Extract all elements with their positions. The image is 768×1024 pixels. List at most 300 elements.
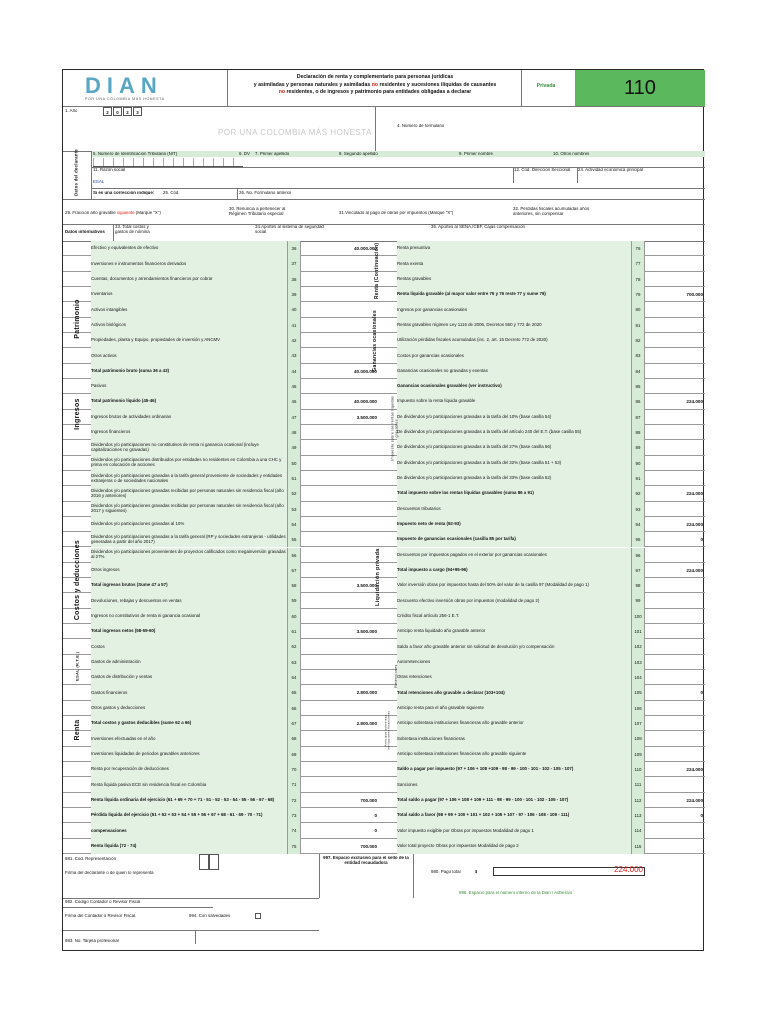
right-value-101[interactable] xyxy=(645,624,705,639)
right-row-79 xyxy=(373,287,705,302)
left-row-66 xyxy=(63,701,385,716)
left-num-70: 70 xyxy=(287,762,301,777)
left-num-37: 37 xyxy=(287,256,301,271)
left-value-57[interactable] xyxy=(301,563,379,578)
right-row-76 xyxy=(373,241,705,256)
right-label-84: Ganancias ocasionales no gravadas y exentas xyxy=(397,364,631,379)
f31-label: 31.Vinculado al pago de obras por impuestos (Marque "X") xyxy=(339,211,454,215)
right-num-102: 102 xyxy=(631,639,645,654)
left-value-41[interactable] xyxy=(301,318,379,333)
section-costos: Costos y deducciones xyxy=(73,539,81,621)
right-num-115: 115 xyxy=(631,839,645,854)
left-row-38 xyxy=(63,272,385,287)
right-value-111[interactable] xyxy=(645,777,705,792)
right-row-114 xyxy=(373,823,705,838)
left-value-37[interactable] xyxy=(301,256,379,271)
left-num-58: 58 xyxy=(287,578,301,593)
right-row-104 xyxy=(373,670,705,685)
right-label-100: Crédito fiscal artículo 256-1 E.T. xyxy=(397,609,631,624)
left-label-66: Otros gastos y deducciones xyxy=(91,701,287,716)
left-label-51: Dividendos y/o participaciones gravadas a la tarifa general proveniente de sociedades y entidades extranjeras o de sociedades nacionales xyxy=(91,471,287,486)
left-row-73 xyxy=(63,808,385,823)
section-liquidacion: Liquidación privada xyxy=(374,548,381,606)
nombre1-label: 9. Primer nombre xyxy=(459,152,493,156)
right-num-96: 96 xyxy=(631,548,645,563)
left-value-69[interactable] xyxy=(301,747,379,762)
right-num-110: 110 xyxy=(631,762,645,777)
left-value-74[interactable]: 0 xyxy=(374,828,377,834)
left-label-42: Propiedades, planta y Equipo, propiedades de inversión y ANCMV xyxy=(91,333,287,348)
right-value-109[interactable] xyxy=(645,747,705,762)
right-num-92: 92 xyxy=(631,486,645,501)
left-num-56: 56 xyxy=(287,548,301,563)
left-label-54: Dividendos y/o participaciones gravadas al 10% xyxy=(91,517,287,532)
left-value-71[interactable] xyxy=(301,777,379,792)
left-row-52 xyxy=(63,486,385,501)
left-value-48[interactable] xyxy=(301,425,379,440)
left-value-50[interactable] xyxy=(301,456,379,471)
left-row-64 xyxy=(63,670,385,685)
actividad-label: 24. Actividad económica principal xyxy=(578,168,643,172)
left-label-39: Inventarios xyxy=(91,287,287,302)
left-value-54[interactable] xyxy=(301,517,379,532)
right-label-92: Total impuesto sobre las rentas líquidas gravables (suma 86 a 91) xyxy=(397,486,631,501)
left-label-41: Activos biológicos xyxy=(91,318,287,333)
section-retenciones: Retenciones xyxy=(393,664,398,688)
logo-subtitle: POR UNA COLOMBIA MÁS HONESTA xyxy=(85,97,165,101)
right-label-113: Total saldo a favor (98 + 99 + 100 + 101 + 102 + 105 + 107 - 97 - 106 - 108 - 109 - 111) xyxy=(397,808,631,823)
left-value-46[interactable]: 40.000.000 xyxy=(354,399,377,405)
right-num-89: 89 xyxy=(631,440,645,455)
right-label-93: Descuentos tributarios xyxy=(397,502,631,517)
apellido2-label: 8. Segundo apellido xyxy=(339,152,378,156)
left-row-36 xyxy=(63,241,385,256)
right-row-99 xyxy=(373,593,705,608)
left-value-56[interactable] xyxy=(301,548,379,563)
right-row-109 xyxy=(373,747,705,762)
right-value-96[interactable] xyxy=(645,548,705,563)
right-value-99[interactable] xyxy=(645,593,705,608)
f981-label: 981. Cód. Representación xyxy=(65,857,117,861)
right-value-115[interactable] xyxy=(645,839,705,854)
right-row-96 xyxy=(373,548,705,563)
right-label-85: Ganancias ocasionales gravables (ver instructivo) xyxy=(397,379,631,394)
left-value-72[interactable]: 700.000 xyxy=(360,797,377,803)
right-num-76: 76 xyxy=(631,241,645,256)
left-value-49[interactable] xyxy=(301,440,379,455)
right-label-88: De dividendos y/o participaciones gravadas a la tarifa del artículo 240 del E.T. (base casilla 55) xyxy=(397,425,631,440)
f32-label: 32. Pérdidas fiscales acumuladas años anteriores, sin compensar xyxy=(513,207,590,216)
razon-social-label: 11. Razón social xyxy=(93,168,126,172)
left-num-66: 66 xyxy=(287,701,301,716)
left-value-63[interactable] xyxy=(301,655,379,670)
left-label-74: compensaciones xyxy=(91,823,287,838)
right-num-77: 77 xyxy=(631,256,645,271)
title-line-3: no residentes, o de ingresos y patrimonio para entidades obligadas a declarar xyxy=(278,89,472,96)
right-label-103: Autorretenciones xyxy=(397,655,631,670)
left-value-55[interactable] xyxy=(301,532,379,547)
left-num-44: 44 xyxy=(287,364,301,379)
right-value-103[interactable] xyxy=(645,655,705,670)
left-label-46: Total patrimonio líquido (45-46) xyxy=(91,394,287,409)
left-num-40: 40 xyxy=(287,302,301,317)
right-label-94: Impuesto neto de renta (92-93) xyxy=(397,517,631,532)
left-value-64[interactable] xyxy=(301,670,379,685)
right-row-107 xyxy=(373,716,705,731)
left-num-65: 65 xyxy=(287,685,301,700)
left-label-64: Gastos de distribución y ventas xyxy=(91,670,287,685)
left-label-44: Total patrimonio bruto (suma 36 a 43) xyxy=(91,364,287,379)
right-label-79: Renta líquida gravable (al mayor valor entre 75 y 76 reste 77 y sume 78) xyxy=(397,287,631,302)
left-row-74 xyxy=(63,823,385,838)
right-num-95: 95 xyxy=(631,532,645,547)
right-row-94 xyxy=(373,517,705,532)
left-value-60[interactable] xyxy=(301,609,379,624)
left-row-59 xyxy=(63,593,385,608)
f29-label: 29. Fracción año gravable siguiente (Marque "X") xyxy=(65,211,161,215)
year-digit-4: 3 xyxy=(133,107,142,116)
right-value-106[interactable] xyxy=(645,701,705,716)
right-row-106 xyxy=(373,701,705,716)
right-row-103 xyxy=(373,655,705,670)
left-label-50: Dividendos y/o participaciones distribuidos por entidades no residentes en Colombia a una CHC y prima en colocación de acciones xyxy=(91,456,287,471)
right-num-88: 88 xyxy=(631,425,645,440)
right-label-87: De dividendos y/o participaciones gravadas a la tarifa del 10% (base casilla 54) xyxy=(397,410,631,425)
left-value-59[interactable] xyxy=(301,593,379,608)
right-value-89[interactable] xyxy=(645,440,705,455)
right-num-108: 108 xyxy=(631,731,645,746)
left-row-51 xyxy=(63,471,385,486)
left-value-44[interactable]: 40.000.000 xyxy=(354,368,377,374)
left-row-58 xyxy=(63,578,385,593)
year-digit-3: 2 xyxy=(123,107,132,116)
left-value-62[interactable] xyxy=(301,639,379,654)
left-row-69 xyxy=(63,747,385,762)
left-value-52[interactable] xyxy=(301,486,379,501)
right-row-83 xyxy=(373,348,705,363)
right-row-115 xyxy=(373,839,705,854)
left-value-66[interactable] xyxy=(301,701,379,716)
right-value-81[interactable] xyxy=(645,318,705,333)
seccional-label: 12. Cód. Dirección Seccional xyxy=(514,168,571,172)
left-num-74: 74 xyxy=(287,823,301,838)
right-value-92[interactable]: 224.000 xyxy=(686,491,703,497)
left-num-49: 49 xyxy=(287,440,301,455)
right-label-115: Valor total proyecto Obras por impuestos Modalidad de pago 2 xyxy=(397,839,631,854)
left-row-44 xyxy=(63,364,385,379)
right-num-79: 79 xyxy=(631,287,645,302)
right-row-95 xyxy=(373,532,705,547)
privada-label: Privada xyxy=(536,83,556,89)
right-value-77[interactable] xyxy=(645,256,705,271)
section-patrimonio: Patrimonio xyxy=(73,299,81,339)
left-row-55 xyxy=(63,532,385,547)
right-num-107: 107 xyxy=(631,716,645,731)
logo-text: DIAN xyxy=(85,73,163,98)
year-digit-2: 0 xyxy=(113,107,122,116)
right-num-78: 78 xyxy=(631,272,645,287)
right-value-105[interactable]: 0 xyxy=(700,690,703,696)
right-num-85: 85 xyxy=(631,379,645,394)
right-value-91[interactable] xyxy=(645,471,705,486)
right-label-112: Total saldo a pagar (97 + 106 + 108 + 109 + 111 - 98 - 99 - 100 - 101 - 102 - 105 - 107) xyxy=(397,793,631,808)
left-value-58[interactable]: 3.500.000 xyxy=(356,583,377,589)
right-row-92 xyxy=(373,486,705,501)
left-num-39: 39 xyxy=(287,287,301,302)
right-label-97: Total impuesto a cargo (94+95-96) xyxy=(397,563,631,578)
left-value-43[interactable] xyxy=(301,348,379,363)
left-row-70 xyxy=(63,762,385,777)
left-value-42[interactable] xyxy=(301,333,379,348)
right-value-83[interactable] xyxy=(645,348,705,363)
left-label-43: Otros activos xyxy=(91,348,287,363)
right-row-113 xyxy=(373,808,705,823)
cod25-label: 25. Cód. xyxy=(163,191,180,195)
left-row-60 xyxy=(63,609,385,624)
right-label-108: Sobretasa instituciones financieras xyxy=(397,731,631,746)
left-value-39[interactable] xyxy=(301,287,379,302)
left-value-40[interactable] xyxy=(301,302,379,317)
left-row-65 xyxy=(63,685,385,700)
left-row-53 xyxy=(63,502,385,517)
right-label-104: Otras retenciones xyxy=(397,670,631,685)
right-label-77: Renta exenta xyxy=(397,256,631,271)
right-label-95: Impuesto de ganancias ocasionales (casilla 85 por tarifa) xyxy=(397,532,631,547)
otros-nombres-label: 10. Otros nombres xyxy=(553,152,590,156)
right-value-98[interactable] xyxy=(645,578,705,593)
f982-label: 982. Código Contador o Revisor Fiscal xyxy=(65,900,141,904)
right-row-81 xyxy=(373,318,705,333)
left-row-50 xyxy=(63,456,385,471)
nit-input[interactable] xyxy=(93,158,243,167)
right-value-86[interactable]: 224.000 xyxy=(686,399,703,405)
datos-informativos-label: Datos informativos xyxy=(65,230,105,234)
left-row-72 xyxy=(63,793,385,808)
form-title xyxy=(229,74,521,97)
right-row-105 xyxy=(373,685,705,700)
right-value-113[interactable]: 0 xyxy=(700,813,703,819)
right-label-91: De dividendos y/o participaciones gravadas a la tarifa del 33% (base casilla 52) xyxy=(397,471,631,486)
right-num-80: 80 xyxy=(631,302,645,317)
right-num-87: 87 xyxy=(631,410,645,425)
left-num-50: 50 xyxy=(287,456,301,471)
right-label-105: Total retenciones año gravable a declarar (103+104) xyxy=(397,685,631,700)
right-label-99: Descuento efectivo inversión obras por impuestos (modalidad de pago 2) xyxy=(397,593,631,608)
right-value-82[interactable] xyxy=(645,333,705,348)
left-value-53[interactable] xyxy=(301,502,379,517)
right-row-101 xyxy=(373,624,705,639)
right-label-78: Rentas gravables xyxy=(397,272,631,287)
left-num-42: 42 xyxy=(287,333,301,348)
left-label-52: Dividendos y/o participaciones gravadas recibidas por personas naturales sin residencia fiscal (año 2016 y anteriores) xyxy=(91,486,287,501)
right-num-105: 105 xyxy=(631,685,645,700)
left-label-65: Gastos financieros xyxy=(91,685,287,700)
f981-box-2[interactable] xyxy=(209,854,219,870)
right-label-82: Utilización pérdidas fiscales acumuladas (inc. 2, art. 15 Decreto 772 de 2020) xyxy=(397,333,631,348)
left-value-67[interactable]: 2.800.000 xyxy=(356,721,377,727)
right-num-84: 84 xyxy=(631,364,645,379)
left-label-75: Renta líquida (72 - 74) xyxy=(91,839,287,854)
apellido1-input[interactable] xyxy=(255,158,337,167)
form-110 xyxy=(62,69,704,951)
right-label-106: Anticipo renta para el año gravable siguiente xyxy=(397,701,631,716)
right-row-87 xyxy=(373,410,705,425)
section-ingresos: Ingresos xyxy=(73,398,81,430)
left-num-38: 38 xyxy=(287,272,301,287)
left-num-62: 62 xyxy=(287,639,301,654)
right-value-114[interactable] xyxy=(645,823,705,838)
right-num-81: 81 xyxy=(631,318,645,333)
section-anticipos: Anticipos sobretasa instituciones financieras xyxy=(383,710,391,751)
left-label-71: Renta líquida pasiva ECE sin residencia fiscal en Colombia xyxy=(91,777,287,792)
right-value-94[interactable]: 224.000 xyxy=(686,521,703,527)
right-num-98: 98 xyxy=(631,578,645,593)
left-label-40: Activos intangibles xyxy=(91,302,287,317)
right-label-80: Ingresos por ganancias ocasionales xyxy=(397,302,631,317)
left-row-39 xyxy=(63,287,385,302)
right-value-85[interactable] xyxy=(645,379,705,394)
right-value-108[interactable] xyxy=(645,731,705,746)
f980-label: 980. Pago total xyxy=(431,870,461,874)
left-value-45[interactable] xyxy=(301,379,379,394)
left-num-72: 72 xyxy=(287,793,301,808)
f30-label: 30. Renuncia a pertenecer al Régimen Tributario especial xyxy=(229,207,286,216)
year-label: 1. Año xyxy=(65,109,78,113)
right-row-108 xyxy=(373,731,705,746)
right-num-103: 103 xyxy=(631,655,645,670)
left-row-49 xyxy=(63,440,385,455)
form-number: 110 xyxy=(575,70,705,106)
left-label-68: Inversiones efectuadas en el año xyxy=(91,731,287,746)
esal-label: ESAL xyxy=(93,180,105,184)
left-num-51: 51 xyxy=(287,471,301,486)
right-label-101: Anticipo renta liquidado año gravable anterior xyxy=(397,624,631,639)
right-value-87[interactable] xyxy=(645,410,705,425)
right-row-84 xyxy=(373,364,705,379)
left-value-36[interactable]: 40.000.000 xyxy=(354,246,377,251)
right-num-112: 112 xyxy=(631,793,645,808)
left-num-59: 59 xyxy=(287,593,301,608)
f35-label: 35. Aportes al SENA,ICBF, Cajas compensación xyxy=(431,225,525,229)
right-row-102 xyxy=(373,639,705,654)
firma-contador-label: Firma del Contador o Revisor Fiscal. xyxy=(65,914,137,918)
f981-box-1[interactable] xyxy=(199,854,209,870)
left-value-61[interactable]: 3.500.000 xyxy=(356,629,377,635)
left-value-73[interactable]: 0 xyxy=(374,813,377,819)
left-row-63 xyxy=(63,655,385,670)
left-label-48: Ingresos financieros xyxy=(91,425,287,440)
right-value-90[interactable] xyxy=(645,456,705,471)
left-num-43: 43 xyxy=(287,348,301,363)
right-num-97: 97 xyxy=(631,563,645,578)
f34-label: 34.Aportes al sistema de seguridad social xyxy=(255,225,324,234)
right-value-84[interactable] xyxy=(645,364,705,379)
right-row-88 xyxy=(373,425,705,440)
left-label-63: Gastos de administración xyxy=(91,655,287,670)
left-num-41: 41 xyxy=(287,318,301,333)
right-num-93: 93 xyxy=(631,502,645,517)
right-value-110[interactable]: 224.000 xyxy=(686,767,703,773)
right-label-98: Valor inversión obras por impuestos hasta del 50% del valor de la casilla 97 (Modalidad de pago 1) xyxy=(397,578,631,593)
left-value-51[interactable] xyxy=(301,471,379,486)
right-value-88[interactable] xyxy=(645,425,705,440)
right-label-110: Saldo a pagar por impuesto (97 + 106 + 108 +109 - 98 - 99 - 100 - 101 - 102 - 105 - 107) xyxy=(397,762,631,777)
right-label-76: Renta presuntiva xyxy=(397,241,631,256)
left-label-67: Total costos y gastos deducibles (sume 62 a 66) xyxy=(91,716,287,731)
right-label-83: Costos por ganancias ocasionales xyxy=(397,348,631,363)
right-row-110 xyxy=(373,762,705,777)
right-num-114: 114 xyxy=(631,823,645,838)
left-num-55: 55 xyxy=(287,532,301,547)
right-value-79[interactable]: 700.000 xyxy=(686,291,703,297)
right-value-93[interactable] xyxy=(645,502,705,517)
right-num-90: 90 xyxy=(631,456,645,471)
right-value-102[interactable] xyxy=(645,639,705,654)
left-label-69: Inversiones liquidadas de periodos gravables anteriores xyxy=(91,747,287,762)
right-num-82: 82 xyxy=(631,333,645,348)
left-value-70[interactable] xyxy=(301,762,379,777)
left-num-63: 63 xyxy=(287,655,301,670)
correccion-label: Si es una corrección indique: xyxy=(93,191,155,195)
left-value-68[interactable] xyxy=(301,731,379,746)
left-label-49: Dividendos y/o participaciones no constitutivos de renta ni ganancia ocasional (incluye capitalizaciones no gravadas) xyxy=(91,440,287,455)
left-num-47: 47 xyxy=(287,410,301,425)
f997-label: 997. Espacio exclusivo para el sello de la entidad recaudadora xyxy=(323,856,409,865)
right-row-111 xyxy=(373,777,705,792)
right-value-80[interactable] xyxy=(645,302,705,317)
right-row-85 xyxy=(373,379,705,394)
right-value-100[interactable] xyxy=(645,609,705,624)
right-value-107[interactable] xyxy=(645,716,705,731)
right-value-112[interactable]: 224.000 xyxy=(686,797,703,803)
right-value-97[interactable]: 224.000 xyxy=(686,567,703,573)
right-value-78[interactable] xyxy=(645,272,705,287)
left-row-54 xyxy=(63,517,385,532)
right-row-90 xyxy=(373,456,705,471)
title-line-2: y asimiladas y personas naturales y asimiladas no residentes y sucesiones ilíquidas de causantes xyxy=(253,81,497,88)
right-label-111: Sanciones xyxy=(397,777,631,792)
right-num-83: 83 xyxy=(631,348,645,363)
left-num-75: 75 xyxy=(287,839,301,854)
right-num-113: 113 xyxy=(631,808,645,823)
left-value-65[interactable]: 2.800.000 xyxy=(356,690,377,696)
salvedades-checkbox[interactable] xyxy=(255,913,261,919)
right-row-98 xyxy=(373,578,705,593)
section-renta: Renta xyxy=(73,719,81,741)
left-num-52: 52 xyxy=(287,486,301,501)
left-num-46: 46 xyxy=(287,394,301,409)
f996-label: 996. Espacio para el número interno de la Dian / Adhesivo xyxy=(459,891,573,895)
year-digit-1: 2 xyxy=(103,107,112,116)
right-value-76[interactable] xyxy=(645,241,705,256)
right-row-86 xyxy=(373,394,705,409)
right-row-100 xyxy=(373,609,705,624)
left-row-46 xyxy=(63,394,385,409)
right-row-77 xyxy=(373,256,705,271)
left-label-56: Dividendos y/o participaciones provenientes de proyectos calificados como megainversión gravadas al 27% xyxy=(91,548,287,563)
left-num-48: 48 xyxy=(287,425,301,440)
right-num-94: 94 xyxy=(631,517,645,532)
left-value-75[interactable]: 700.000 xyxy=(360,843,377,849)
left-value-47[interactable]: 3.500.000 xyxy=(356,414,377,420)
right-value-95[interactable]: 0 xyxy=(700,537,703,543)
right-value-104[interactable] xyxy=(645,670,705,685)
right-num-111: 111 xyxy=(631,777,645,792)
left-label-58: Total ingresos brutos (Sume 47 a 57) xyxy=(91,578,287,593)
left-value-38[interactable] xyxy=(301,272,379,287)
right-row-82 xyxy=(373,333,705,348)
left-row-56 xyxy=(63,548,385,563)
